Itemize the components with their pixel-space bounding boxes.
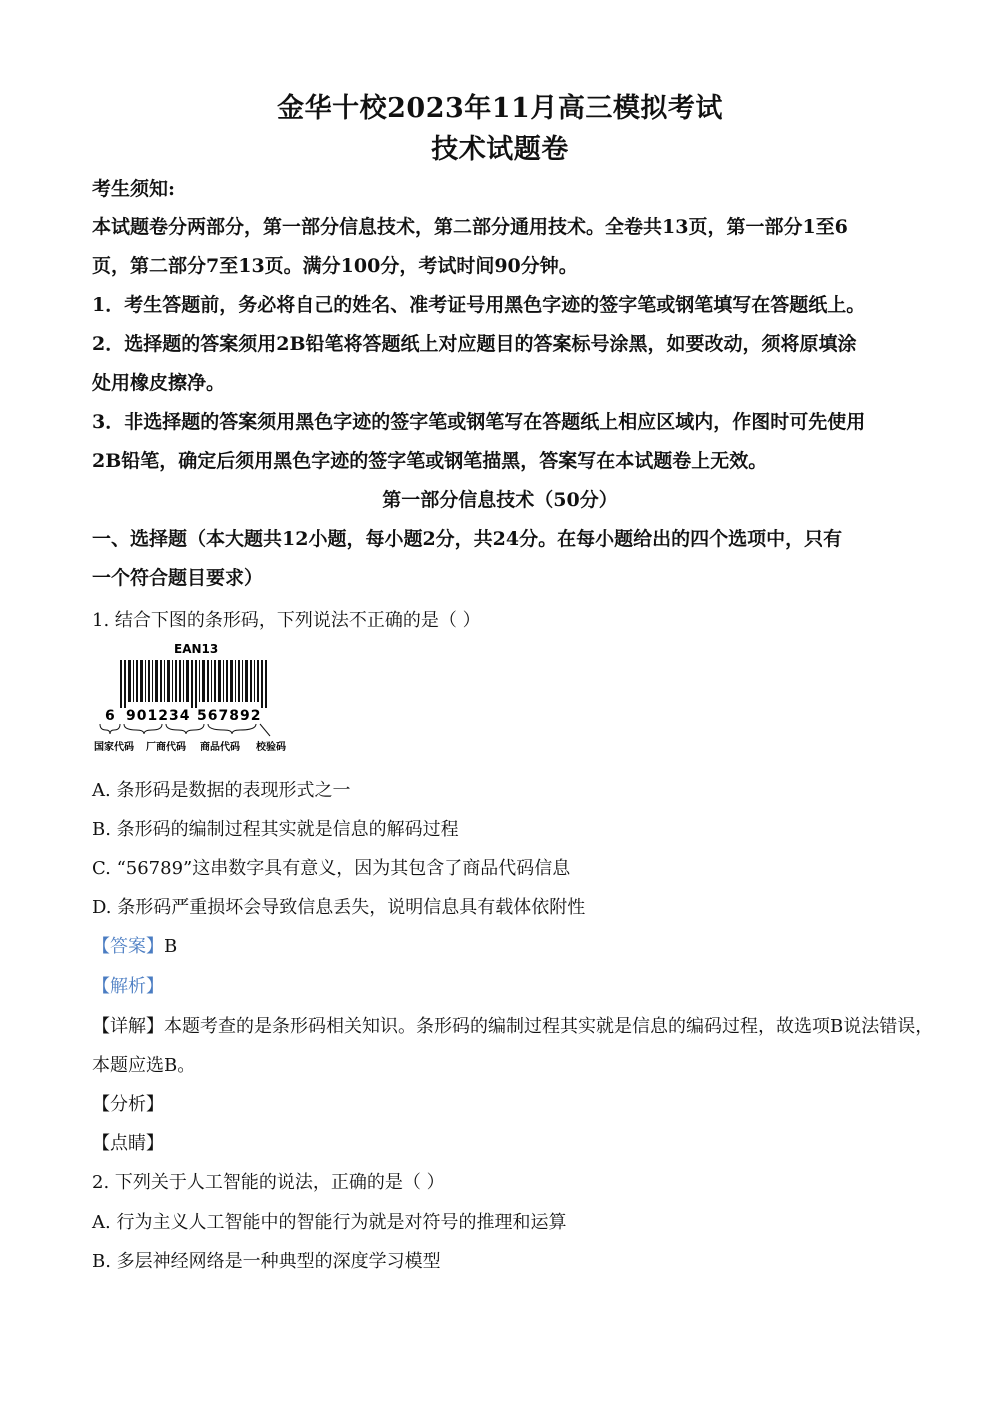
question-2-option-b: B. 多层神经网络是一种典型的深度学习模型 — [92, 1251, 441, 1272]
barcode-label-check: 校验码 — [256, 742, 286, 753]
section-heading-line1: 一、选择题（本大题共12小题，每小题2分，共24分。在每小题给出的四个选项中，只有 — [92, 528, 843, 550]
question-2-option-a: A. 行为主义人工智能中的智能行为就是对符号的推理和运算 — [92, 1212, 567, 1233]
notice-intro-line1: 本试题卷分两部分，第一部分信息技术，第二部分通用技术。全卷共13页，第一部分1至6 — [92, 216, 848, 238]
question-1-answer — [92, 932, 177, 958]
barcode-label-country: 国家代码 — [94, 742, 134, 753]
detail-line2: 本题应选B。 — [92, 1055, 196, 1076]
question-2-stem: 2. 下列关于人工智能的说法，正确的是（ ） — [92, 1172, 445, 1193]
answer-tag: 【答案】 — [92, 936, 164, 957]
barcode-label-maker: 厂商代码 — [146, 742, 186, 753]
notice-item-2-line2: 处用橡皮擦净。 — [92, 372, 226, 394]
barcode-figure — [92, 638, 302, 758]
detail-line1: 【详解】本题考查的是条形码相关知识。条形码的编制过程其实就是信息的编码过程，故选项B说法错误， — [92, 1016, 934, 1037]
question-1-option-c: C. “56789”这串数字具有意义，因为其包含了商品代码信息 — [92, 858, 571, 879]
fenxi-tag: 【分析】 — [92, 1094, 164, 1115]
barcode-label-product: 商品代码 — [200, 742, 240, 753]
notice-heading: 考生须知: — [92, 178, 176, 200]
section-heading-line2: 一个符合题目要求） — [92, 567, 264, 589]
exam-title: 金华十校2023年11月高三模拟考试 — [277, 93, 723, 124]
barcode-digits-group1: 901234 — [126, 708, 191, 724]
notice-intro-line2: 页，第二部分7至13页。满分100分，考试时间90分钟。 — [92, 255, 578, 277]
part1-heading: 第一部分信息技术（50分） — [382, 489, 618, 511]
notice-item-1: 1．考生答题前，务必将自己的姓名、准考证号用黑色字迹的签字笔或钢笔填写在答题纸上。 — [92, 294, 866, 316]
dianjing-tag: 【点睛】 — [92, 1133, 164, 1154]
exam-subtitle: 技术试题卷 — [431, 134, 569, 165]
barcode-type-label: EAN13 — [174, 642, 219, 656]
question-1-stem: 1. 结合下图的条形码，下列说法不正确的是（ ） — [92, 610, 481, 631]
analysis-tag: 【解析】 — [92, 976, 164, 997]
question-1-option-d: D. 条形码严重损坏会导致信息丢失，说明信息具有载体依附性 — [92, 897, 586, 918]
barcode-bars — [120, 660, 267, 708]
answer-value: B — [164, 936, 178, 957]
barcode-digit-first: 6 — [105, 708, 115, 724]
question-1-option-a: A. 条形码是数据的表现形式之一 — [92, 780, 351, 801]
notice-item-2-line1: 2．选择题的答案须用2B铅笔将答题纸上对应题目的答案标号涂黑，如要改动，须将原填涂 — [92, 333, 857, 355]
barcode-brackets — [100, 724, 270, 736]
notice-item-3-line1: 3．非选择题的答案须用黑色字迹的签字笔或钢笔写在答题纸上相应区域内，作图时可先使用 — [92, 411, 866, 433]
question-1-option-b: B. 条形码的编制过程其实就是信息的解码过程 — [92, 819, 459, 840]
notice-item-3-line2: 2B铅笔，确定后须用黑色字迹的签字笔或钢笔描黑，答案写在本试题卷上无效。 — [92, 450, 768, 472]
barcode-digits-group2: 567892 — [197, 708, 262, 724]
